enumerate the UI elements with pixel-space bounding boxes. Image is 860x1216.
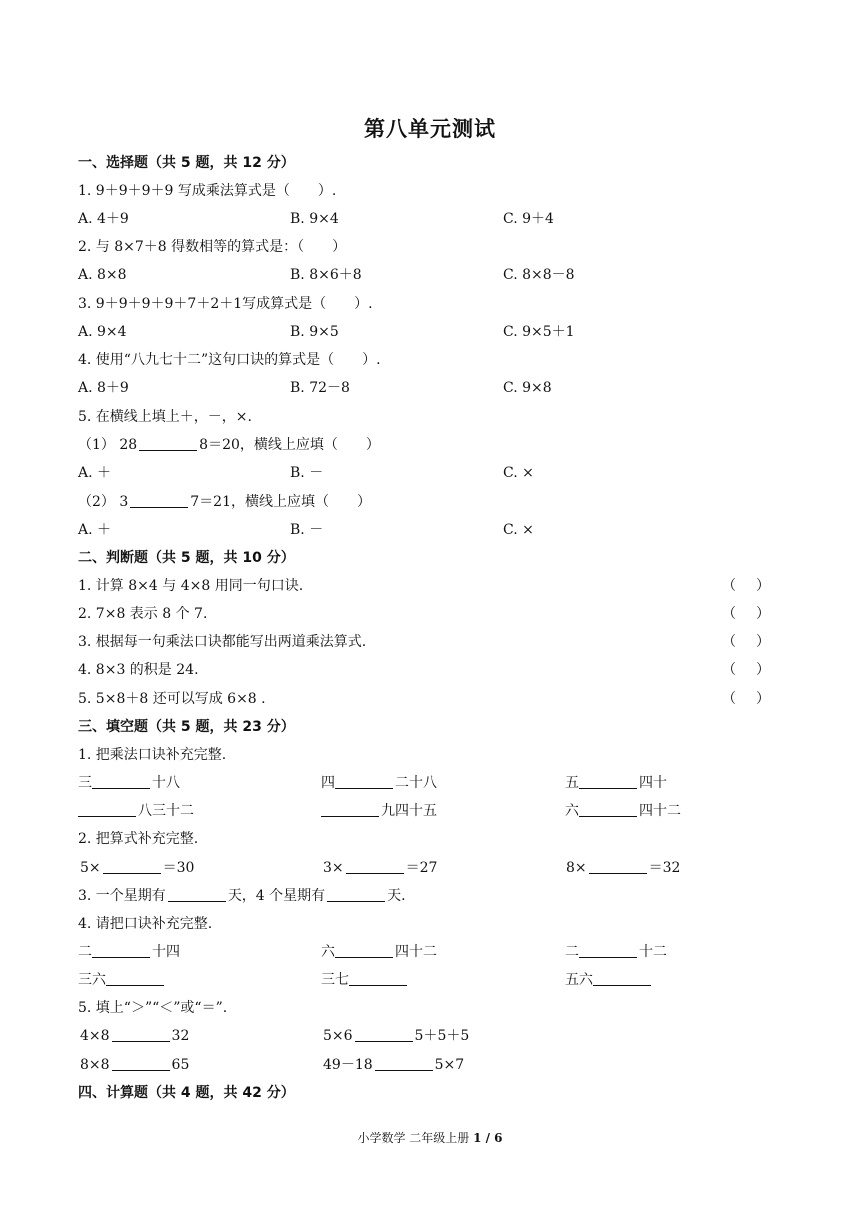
answer-blank[interactable] <box>327 887 385 902</box>
choice-q3-stem: 3. 9＋9＋9＋9＋7＋2＋1写成算式是（ ）. <box>78 296 373 312</box>
item-suffix: 十二 <box>639 944 667 960</box>
fill-q5-row2-item2 <box>323 1055 464 1075</box>
paren-close: ） <box>756 578 770 594</box>
choice-q5-part2-option-a: A. ＋ <box>78 522 112 538</box>
fill-q4-row2-item1 <box>78 970 166 990</box>
answer-blank[interactable] <box>375 1056 433 1071</box>
choice-q5-part2-prefix: （2） 3 <box>78 494 129 510</box>
choice-q5-part1-option-c: C. × <box>503 465 534 481</box>
item-prefix: 三七 <box>321 972 349 988</box>
answer-blank[interactable] <box>112 1027 170 1042</box>
section-choice-heading: 一、选择题（共 5 题，共 12 分） <box>78 155 295 171</box>
judge-q5: 5. 5×8＋8 还可以写成 6×8 . <box>78 691 266 707</box>
item-prefix: 5×6 <box>323 1028 353 1044</box>
choice-q1-stem: 1. 9＋9＋9＋9 写成乘法算式是（ ）. <box>78 183 337 199</box>
item-suffix: 二十八 <box>395 775 437 791</box>
judge-q3: 3. 根据每一句乘法口诀都能写出两道乘法算式. <box>78 634 367 650</box>
fill-q4-stem: 4. 请把口诀补充完整. <box>78 916 213 932</box>
choice-q2-option-b: B. 8×6＋8 <box>290 267 362 283</box>
answer-blank[interactable] <box>593 971 651 986</box>
q3-part-c: 天. <box>387 888 406 904</box>
choice-q5-part2-option-c: C. × <box>503 522 534 538</box>
choice-q5-part2-suffix: 7＝21，横线上应填（ ） <box>190 494 371 510</box>
answer-blank[interactable] <box>579 774 637 789</box>
item-prefix: 4×8 <box>80 1028 110 1044</box>
answer-blank[interactable] <box>349 971 407 986</box>
paren-open: （ <box>722 578 736 594</box>
item-prefix: 8×8 <box>80 1057 110 1073</box>
paren-open: （ <box>722 606 736 622</box>
answer-blank[interactable] <box>579 802 637 817</box>
item-suffix: 十四 <box>152 944 180 960</box>
choice-q2-option-a: A. 8×8 <box>78 267 127 283</box>
answer-blank[interactable] <box>103 859 161 874</box>
fill-q5-stem: 5. 填上“＞”“＜”或“＝”. <box>78 1000 228 1016</box>
judge-q2: 2. 7×8 表示 8 个 7. <box>78 606 208 622</box>
item-prefix: 六 <box>565 803 579 819</box>
paren-close: ） <box>756 634 770 650</box>
choice-q3-option-c: C. 9×5＋1 <box>503 324 575 340</box>
fill-q4-row1-item3 <box>565 942 667 962</box>
answer-blank[interactable] <box>78 802 136 817</box>
fill-q2-item3 <box>566 858 680 878</box>
fill-q5-row2-item1 <box>80 1055 189 1075</box>
choice-q2-option-c: C. 8×8－8 <box>503 267 575 283</box>
section-judge-heading: 二、判断题（共 5 题，共 10 分） <box>78 550 295 566</box>
choice-q4-option-a: A. 8＋9 <box>78 380 129 396</box>
answer-blank[interactable] <box>589 859 647 874</box>
choice-q3-option-b: B. 9×5 <box>290 324 339 340</box>
footer-text: 小学数学 二年级上册 <box>357 1131 474 1145</box>
answer-blank[interactable] <box>168 887 226 902</box>
item-suffix: 5＋5＋5 <box>414 1028 470 1044</box>
item-prefix: 8× <box>566 860 587 876</box>
fill-q4-row1-item2 <box>321 942 437 962</box>
page-number: 1 / 6 <box>473 1131 503 1145</box>
paren-close: ） <box>756 691 770 707</box>
section-calc-heading: 四、计算题（共 4 题，共 42 分） <box>78 1085 295 1101</box>
item-prefix: 五 <box>565 775 579 791</box>
choice-q5-part2 <box>78 492 371 512</box>
answer-blank[interactable] <box>335 774 393 789</box>
choice-q5-part1 <box>78 435 380 455</box>
answer-blank[interactable] <box>355 1027 413 1042</box>
item-suffix: 四十二 <box>395 944 437 960</box>
answer-blank[interactable] <box>112 1056 170 1071</box>
fill-q1-row1-item3 <box>565 773 667 793</box>
item-prefix: 二 <box>565 944 579 960</box>
answer-blank[interactable] <box>321 802 379 817</box>
judge-q4-answer-parens[interactable] <box>722 660 770 680</box>
choice-q4-stem: 4. 使用“八九七十二”这句口诀的算式是（ ）. <box>78 352 381 368</box>
item-suffix: 32 <box>171 1028 190 1044</box>
fill-q1-row2-item3 <box>565 801 681 821</box>
item-suffix: 65 <box>171 1057 190 1073</box>
choice-q1-option-a: A. 4＋9 <box>78 211 129 227</box>
choice-q1-option-c: C. 9＋4 <box>503 211 554 227</box>
q3-part-a: 3. 一个星期有 <box>78 888 166 904</box>
item-suffix: 十八 <box>152 775 180 791</box>
item-prefix: 五六 <box>565 972 593 988</box>
answer-blank[interactable] <box>346 859 404 874</box>
fill-q1-row2-item2 <box>321 801 437 821</box>
fill-q2-stem: 2. 把算式补充完整. <box>78 831 199 847</box>
choice-q5-part1-option-a: A. ＋ <box>78 465 112 481</box>
item-prefix: 三 <box>78 775 92 791</box>
choice-q1-option-b: B. 9×4 <box>290 211 339 227</box>
item-prefix: 3× <box>323 860 344 876</box>
fill-q1-row1-item1 <box>78 773 180 793</box>
judge-q1: 1. 计算 8×4 与 4×8 用同一句口诀. <box>78 578 304 594</box>
choice-q5-part2-option-b: B. － <box>290 522 324 538</box>
choice-q5-part1-prefix: （1） 28 <box>78 437 138 453</box>
item-suffix: 四十二 <box>639 803 681 819</box>
judge-q5-answer-parens[interactable] <box>722 689 770 709</box>
answer-blank[interactable] <box>335 943 393 958</box>
item-suffix: 九四十五 <box>381 803 437 819</box>
item-suffix: ＝32 <box>648 860 681 876</box>
choice-q5-stem: 5. 在横线上填上＋，－，×. <box>78 409 252 425</box>
answer-blank[interactable] <box>139 436 197 451</box>
judge-q4: 4. 8×3 的积是 24. <box>78 662 199 678</box>
item-prefix: 5× <box>80 860 101 876</box>
answer-blank[interactable] <box>92 943 150 958</box>
answer-blank[interactable] <box>92 774 150 789</box>
fill-q5-row1-item2 <box>323 1026 469 1046</box>
item-prefix: 六 <box>321 944 335 960</box>
fill-q3 <box>78 886 406 906</box>
fill-q4-row2-item2 <box>321 970 409 990</box>
choice-q3-option-a: A. 9×4 <box>78 324 127 340</box>
section-fill-heading: 三、填空题（共 5 题，共 23 分） <box>78 719 295 735</box>
choice-q4-option-c: C. 9×8 <box>503 380 552 396</box>
paren-close: ） <box>756 662 770 678</box>
fill-q2-item2 <box>323 858 437 878</box>
item-prefix: 三六 <box>78 972 106 988</box>
item-suffix: 5×7 <box>434 1057 465 1073</box>
item-prefix: 二 <box>78 944 92 960</box>
fill-q2-item1 <box>80 858 194 878</box>
choice-q2-stem: 2. 与 8×7＋8 得数相等的算式是：（ ） <box>78 239 347 255</box>
judge-q1-answer-parens[interactable] <box>722 576 770 596</box>
item-prefix: 49－18 <box>323 1057 373 1073</box>
q3-part-b: 天，4 个星期有 <box>227 888 326 904</box>
item-suffix: 八三十二 <box>138 803 194 819</box>
page-footer <box>0 1129 860 1146</box>
fill-q5-row1-item1 <box>80 1026 189 1046</box>
judge-q3-answer-parens[interactable] <box>722 632 770 652</box>
answer-blank[interactable] <box>106 971 164 986</box>
fill-q1-row1-item2 <box>321 773 437 793</box>
fill-q4-row2-item3 <box>565 970 653 990</box>
choice-q5-part1-suffix: 8＝20，横线上应填（ ） <box>199 437 380 453</box>
fill-q1-row2-item1 <box>78 801 194 821</box>
page-title: 第八单元测试 <box>364 117 496 141</box>
paren-open: （ <box>722 691 736 707</box>
item-suffix: 四十 <box>639 775 667 791</box>
judge-q2-answer-parens[interactable] <box>722 604 770 624</box>
answer-blank[interactable] <box>579 943 637 958</box>
answer-blank[interactable] <box>130 493 188 508</box>
fill-q1-stem: 1. 把乘法口诀补充完整. <box>78 747 227 763</box>
item-prefix: 四 <box>321 775 335 791</box>
choice-q5-part1-option-b: B. － <box>290 465 324 481</box>
item-suffix: ＝30 <box>162 860 195 876</box>
paren-close: ） <box>756 606 770 622</box>
paren-open: （ <box>722 662 736 678</box>
item-suffix: ＝27 <box>405 860 438 876</box>
paren-open: （ <box>722 634 736 650</box>
choice-q4-option-b: B. 72－8 <box>290 380 350 396</box>
fill-q4-row1-item1 <box>78 942 180 962</box>
